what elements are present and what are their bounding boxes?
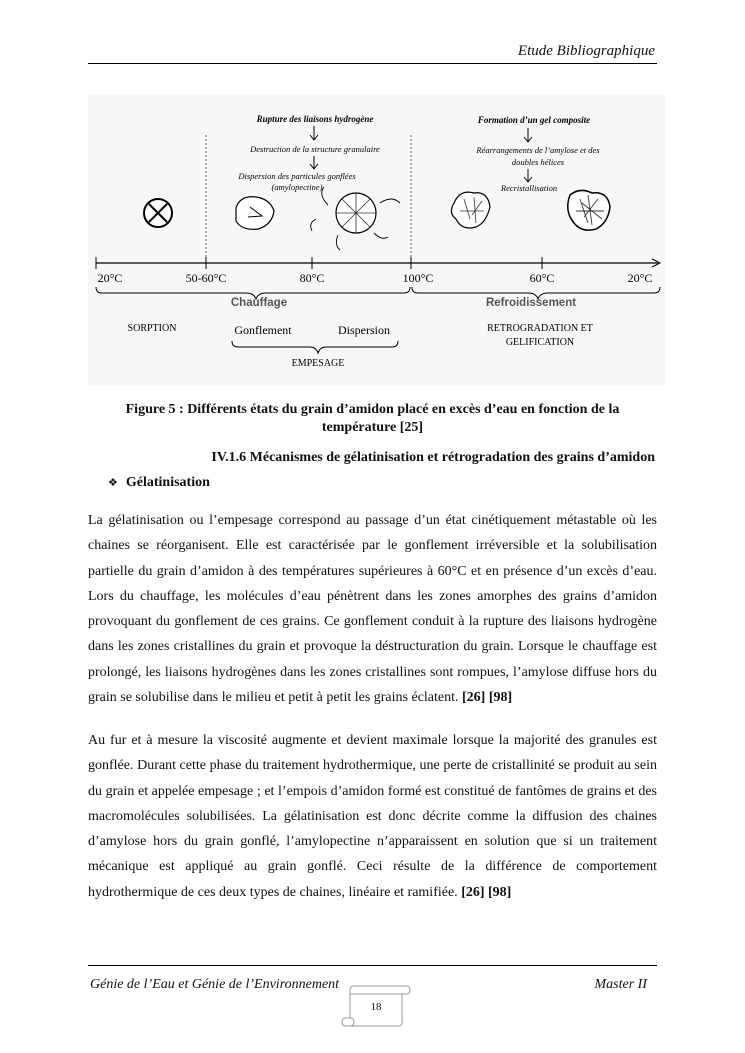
- starch-states-figure: [88, 95, 665, 385]
- figure-caption-line1: Figure 5 : Différents états du grain d’amidon placé en excès d’eau en fonction de la: [125, 402, 620, 417]
- diamond-bullet-icon: ❖: [108, 476, 118, 489]
- axis-label-20c-end: 20°C: [627, 271, 653, 285]
- axis-label-60c: 60°C: [529, 271, 555, 285]
- paragraph-gelatinisation: [88, 508, 657, 710]
- figure-caption: [88, 401, 657, 437]
- phase-chauffage: Chauffage: [230, 297, 288, 309]
- axis-label-80c: 80°C: [299, 271, 325, 285]
- phase-dispersion: Dispersion: [338, 323, 390, 337]
- running-header: Etude Bibliographique: [517, 43, 655, 59]
- figure-background: [88, 95, 665, 385]
- paragraph-viscosity: [88, 728, 657, 905]
- phase-retrogradation-2: GELIFICATION: [505, 337, 575, 348]
- label-rupture: Rupture des liaisons hydrogène: [256, 114, 374, 124]
- figure-caption-line2: température [25]: [321, 420, 424, 435]
- bullet-heading: [108, 475, 210, 491]
- paragraph-text: Au fur et à mesure la viscosité augmente et devient maximale lorsque la majorité des granules est gonflée. Durant cette phase du traitement hydrothermique, une perte de cristallinité se produit au sein du grain et appelée empesage ; et l’empois d’amidon formé est constitué de fantômes de grains et des macromolécules solubilisées. La gélatinisation est donc décrite comme la diffusion des chaines d’amylose hors du grain gonflé, l’amylopectine n’apparaissent en solution que si un traitement mécanique est appliqué au grain gonflé. Ceci résulte de la différence de comportement hydrothermique de ces deux types de chaines, linéaire et ramifiée.: [88, 733, 657, 900]
- label-dispersion-2: (amylopectine): [271, 182, 323, 192]
- page-number: 18: [370, 1001, 382, 1013]
- label-destruction: Destruction de la structure granulaire: [250, 144, 380, 154]
- label-dispersion-1: Dispersion des particules gonflées: [238, 171, 356, 181]
- paragraph-text: La gélatinisation ou l’empesage correspond au passage d’un état cinétiquement métastable où les chaines se réorganisent. Elle est caractérisée par le gonflement irréversible et la solubilisation partielle du grain d’amidon à des températures supérieures à 60°C et en présence d’un excès d’eau. Lors du chauffage, les molécules d’eau pénètrent dans les zones amorphes des grains d’amidon provoquant du gonflement de ces grains. Ce gonflement conduit à la rupture des liaisons hydrogène dans les zones cristallines du grain et provoque la déstructuration du grain. Lorsque le chauffage est prolongé, les liaisons hydrogènes dans les zones cristallines sont rompues, l’amylose diffuse hors du grain se solubilise dans le milieu et petit à petit les grains éclatent.: [88, 513, 657, 706]
- phase-gonflement: Gonflement: [234, 323, 292, 337]
- paragraph-references: [26] [98]: [462, 690, 513, 706]
- paragraph-references: [26] [98]: [461, 884, 512, 900]
- phase-retrogradation-1: RETROGRADATION ET: [487, 323, 593, 334]
- label-formation: Formation d’un gel composite: [477, 115, 591, 125]
- phase-refroidissement: Refroidissement: [485, 297, 577, 309]
- footer-degree: Master II: [594, 977, 647, 992]
- axis-label-20c: 20°C: [97, 271, 123, 285]
- footer-program: Génie de l’Eau et Génie de l’Environnement: [90, 977, 340, 992]
- phase-sorption: SORPTION: [127, 323, 177, 334]
- label-rearrangement-2: doubles hélices: [511, 157, 565, 167]
- native-granule: [144, 199, 172, 227]
- phase-empesage: EMPESAGE: [291, 358, 345, 369]
- bullet-heading-label: Gélatinisation: [125, 475, 210, 490]
- axis-label-100c: 100°C: [402, 271, 434, 285]
- footer-rule: [88, 965, 657, 966]
- section-heading: IV.1.6 Mécanismes de gélatinisation et rétrogradation des grains d’amidon: [211, 450, 655, 465]
- label-recristallisation: Recristallisation: [500, 183, 558, 193]
- label-rearrangement-1: Réarrangements de l’amylose et des: [476, 145, 600, 155]
- header-rule: [88, 63, 657, 64]
- axis-label-50-60c: 50-60°C: [185, 271, 227, 285]
